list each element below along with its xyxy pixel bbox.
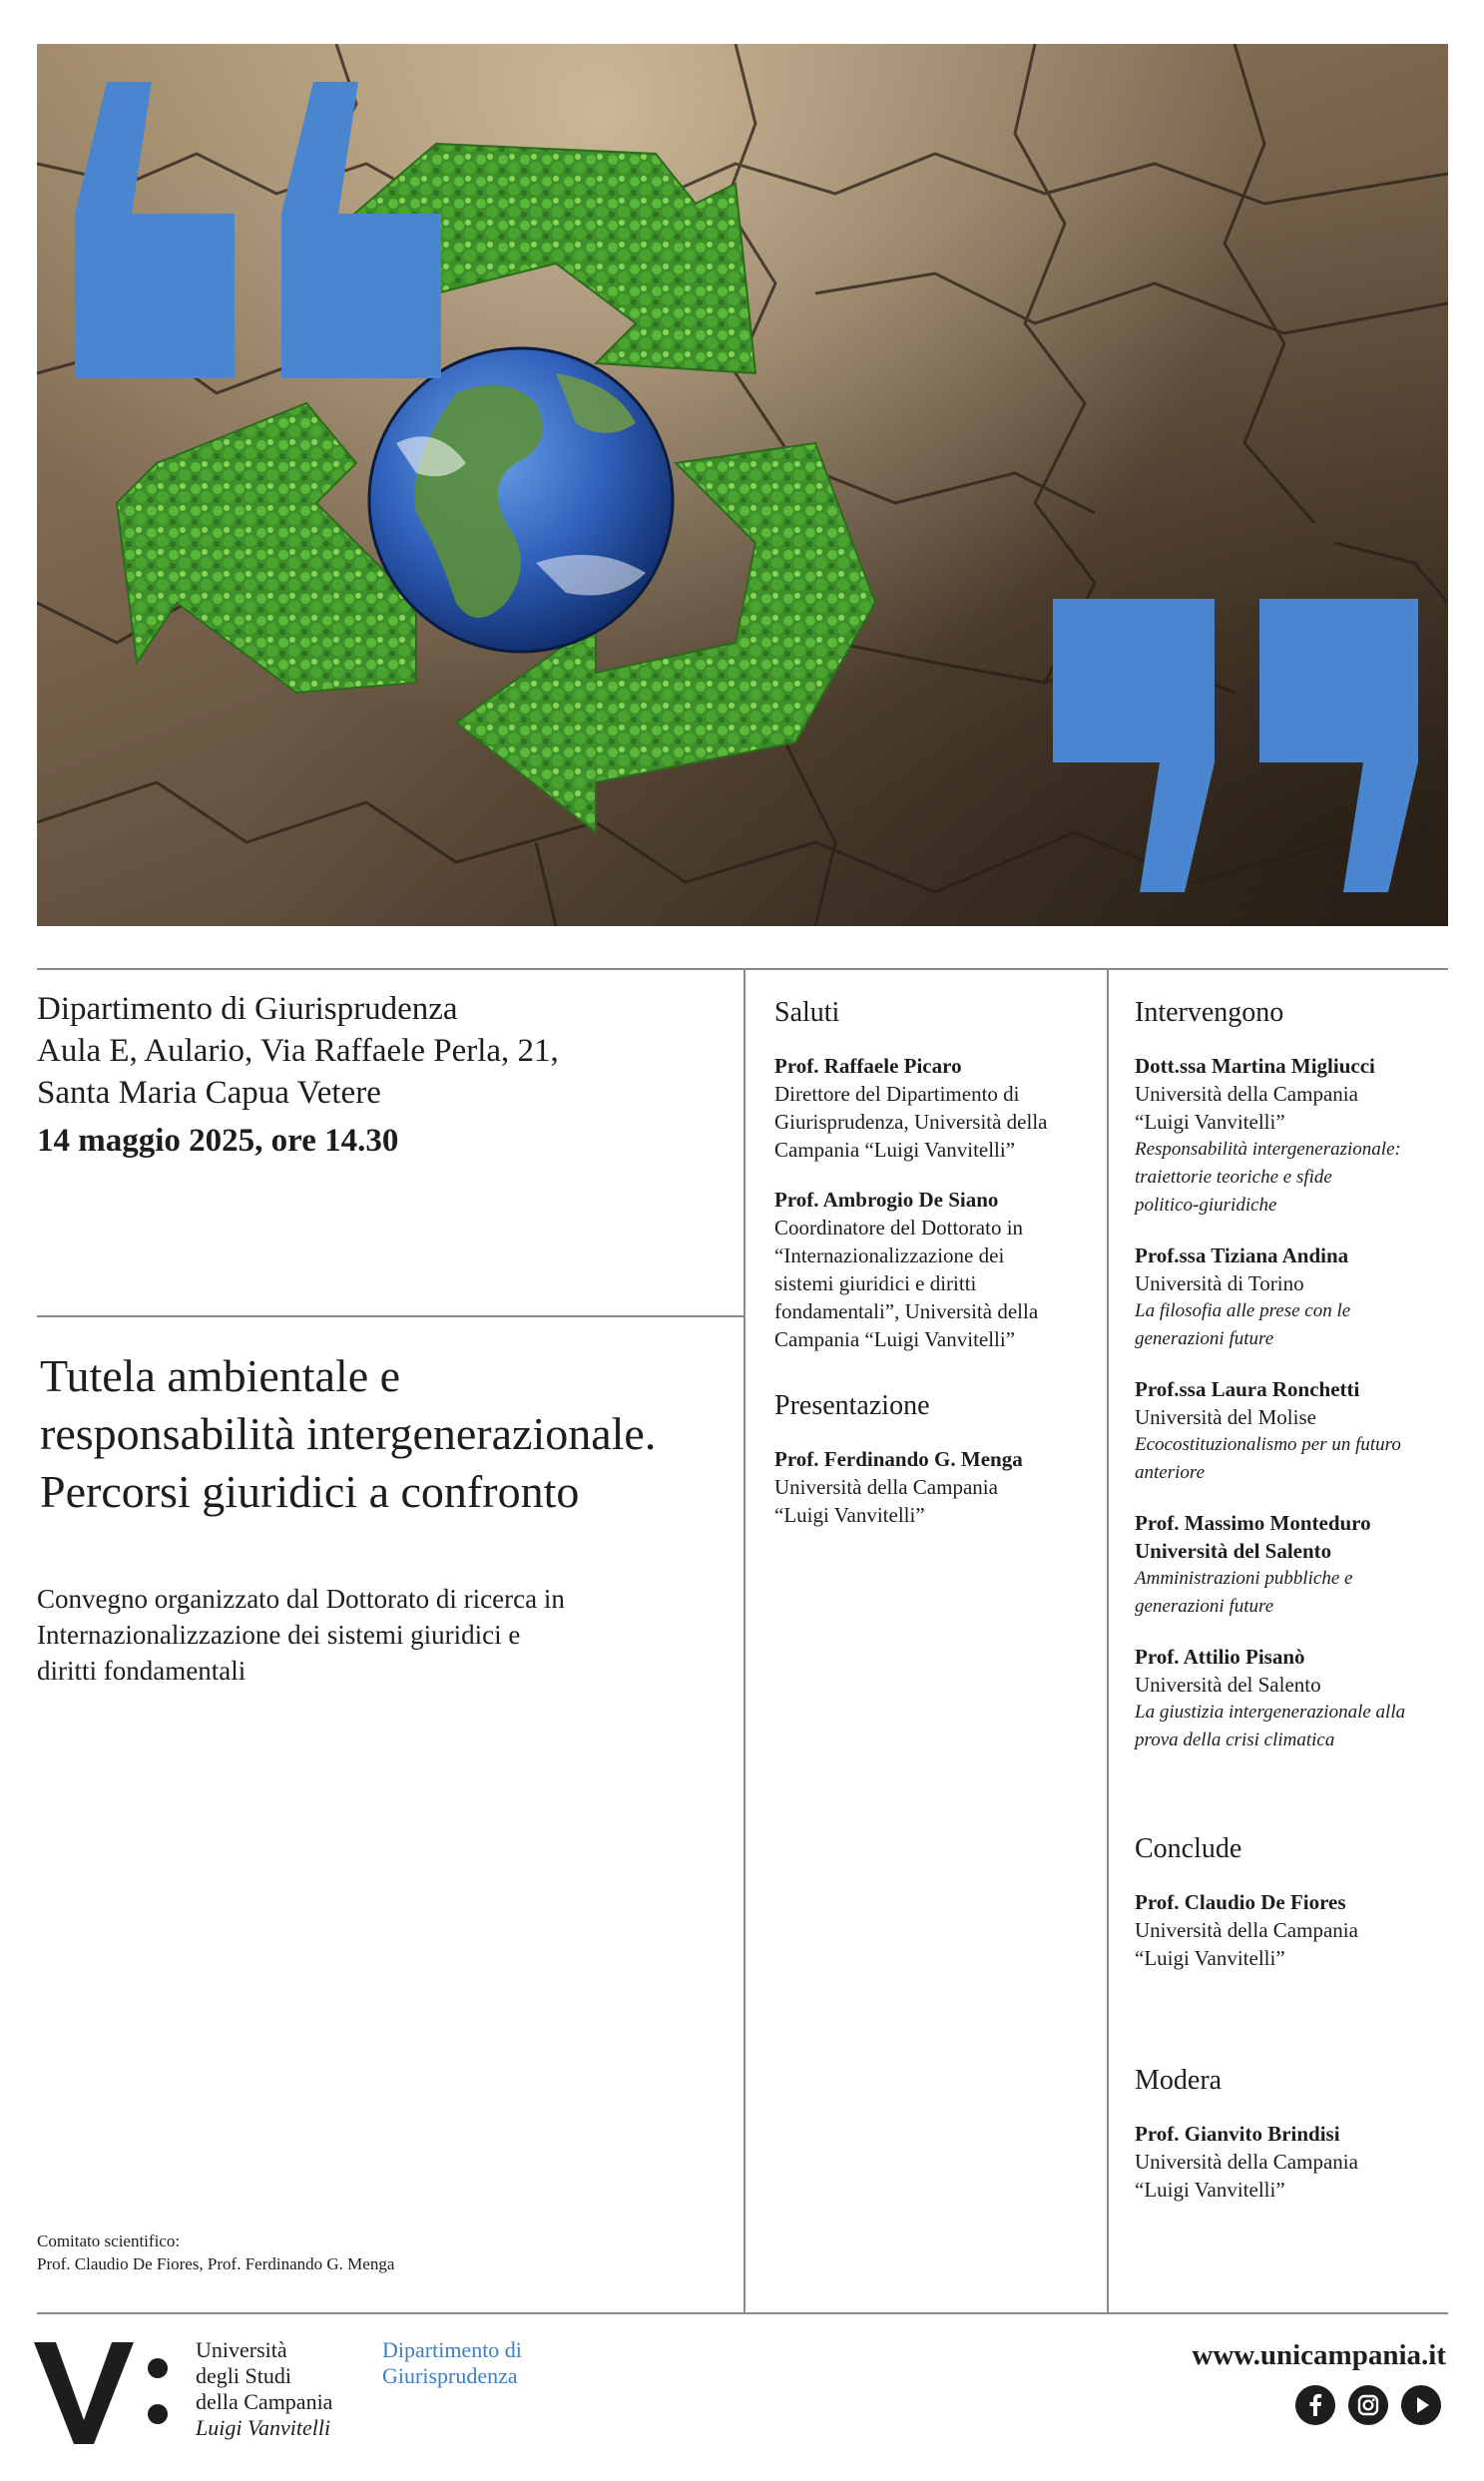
section-heading-intervengono: Intervengono	[1135, 997, 1284, 1028]
committee-members: Prof. Claudio De Fiores, Prof. Ferdinando G. Menga	[37, 2254, 395, 2273]
university-name-line: Luigi Vanvitelli	[196, 2415, 331, 2440]
scientific-committee	[37, 2230, 636, 2275]
speaker-role: “Internazionalizzazione dei	[774, 1243, 1005, 1267]
youtube-icon[interactable]	[1401, 2385, 1441, 2425]
section-heading-conclude: Conclude	[1135, 1833, 1242, 1864]
speaker-name: Prof. Attilio Pisanò	[1135, 1645, 1305, 1669]
talk-title: traiettorie teoriche e sfide	[1135, 1167, 1332, 1188]
close-quote-right	[1259, 599, 1418, 892]
speaker-entry	[1135, 1241, 1464, 1353]
top-divider	[37, 968, 1448, 970]
speaker-entry	[774, 1445, 1104, 1529]
department-name-line: Giurisprudenza	[382, 2363, 518, 2388]
event-title	[40, 1347, 739, 1521]
department-name: Dipartimento di Giurisprudenza	[37, 991, 458, 1027]
university-logo-icon	[34, 2338, 174, 2448]
speaker-name: Dott.ssa Martina Migliucci	[1135, 1054, 1375, 1078]
column-divider-left	[743, 968, 745, 2313]
event-description	[37, 1581, 676, 1689]
speaker-entry	[774, 1186, 1104, 1353]
column-divider-right	[1107, 968, 1109, 2313]
event-date: 14 maggio 2025, ore 14.30	[37, 1123, 399, 1159]
speaker-entry	[1135, 1052, 1464, 1220]
venue-divider	[37, 1315, 743, 1317]
speaker-name: Prof. Gianvito Brindisi	[1135, 2122, 1340, 2146]
speaker-entry	[1135, 1643, 1464, 1754]
speaker-affiliation: Università della Campania	[774, 1475, 998, 1499]
description-line: Convegno organizzato dal Dottorato di ricerca in	[37, 1584, 565, 1614]
speaker-affiliation: Università della Campania	[1135, 2150, 1358, 2174]
venue-block	[37, 988, 716, 1162]
instagram-icon[interactable]	[1348, 2385, 1388, 2425]
speaker-name: Prof.ssa Tiziana Andina	[1135, 1243, 1349, 1267]
talk-title: La giustizia intergenerazionale alla	[1135, 1702, 1406, 1723]
speaker-name: Prof. Ferdinando G. Menga	[774, 1447, 1023, 1471]
speaker-affiliation: “Luigi Vanvitelli”	[1135, 2178, 1285, 2202]
hero-image	[37, 44, 1448, 926]
speaker-entry	[1135, 2120, 1464, 2204]
title-line: responsabilità intergenerazionale.	[40, 1408, 657, 1459]
speaker-entry	[1135, 1888, 1464, 1972]
talk-title: Responsabilità intergenerazionale:	[1135, 1139, 1401, 1160]
speaker-entry	[1135, 1509, 1464, 1621]
speaker-affiliation: Università del Salento	[1135, 1673, 1321, 1697]
section-heading-modera: Modera	[1135, 2065, 1223, 2096]
university-name	[196, 2337, 332, 2441]
speaker-affiliation: “Luigi Vanvitelli”	[774, 1503, 925, 1527]
address-line: Aula E, Aulario, Via Raffaele Perla, 21,	[37, 1033, 559, 1069]
speaker-entry	[1135, 1375, 1464, 1487]
speaker-name: Prof. Ambrogio De Siano	[774, 1188, 999, 1212]
program-column-middle	[774, 996, 1104, 1551]
speaker-name: Prof. Raffaele Picaro	[774, 1054, 962, 1078]
university-name-line: della Campania	[196, 2389, 333, 2414]
speaker-name: Prof. Massimo Monteduro	[1135, 1511, 1371, 1535]
speaker-role: sistemi giuridici e diritti	[774, 1271, 977, 1295]
hero-illustration	[37, 44, 1448, 926]
talk-title: anteriore	[1135, 1462, 1206, 1483]
talk-title: politico-giuridiche	[1135, 1195, 1277, 1216]
university-name-line: Università	[196, 2337, 287, 2362]
description-line: Internazionalizzazione dei sistemi giuridici e	[37, 1620, 521, 1650]
committee-label: Comitato scientifico:	[37, 2232, 181, 2250]
speaker-role: Campania “Luigi Vanvitelli”	[774, 1138, 1016, 1162]
talk-title: Amministrazioni pubbliche e	[1135, 1568, 1353, 1589]
close-quote-left	[1053, 599, 1215, 892]
description-line: diritti fondamentali	[37, 1656, 247, 1686]
title-line: Percorsi giuridici a confronto	[40, 1466, 580, 1517]
speaker-affiliation: Università della Campania	[1135, 1918, 1358, 1942]
talk-title: La filosofia alle prese con le	[1135, 1300, 1351, 1321]
university-name-line: degli Studi	[196, 2363, 291, 2388]
globe-icon	[369, 348, 673, 652]
program-column-right	[1135, 996, 1464, 2226]
facebook-icon[interactable]	[1295, 2385, 1335, 2425]
speaker-role: Coordinatore del Dottorato in	[774, 1216, 1024, 1240]
talk-title: prova della crisi climatica	[1135, 1730, 1335, 1750]
section-heading-saluti: Saluti	[774, 997, 840, 1028]
speaker-name: Prof. Claudio De Fiores	[1135, 1890, 1346, 1914]
department-name-line: Dipartimento di	[382, 2337, 522, 2362]
talk-title: generazioni future	[1135, 1596, 1274, 1617]
open-quote-right	[281, 82, 441, 378]
talk-title: generazioni future	[1135, 1328, 1274, 1349]
speaker-entry	[774, 1052, 1104, 1164]
section-heading-presentazione: Presentazione	[774, 1390, 930, 1421]
speaker-affiliation: Università di Torino	[1135, 1271, 1304, 1295]
title-line: Tutela ambientale e	[40, 1350, 401, 1401]
talk-title: Ecocostituzionalismo per un futuro	[1135, 1434, 1401, 1455]
speaker-affiliation: “Luigi Vanvitelli”	[1135, 1946, 1285, 1970]
city-line: Santa Maria Capua Vetere	[37, 1075, 381, 1111]
speaker-role: Campania “Luigi Vanvitelli”	[774, 1327, 1016, 1351]
speaker-name: Prof.ssa Laura Ronchetti	[1135, 1377, 1360, 1401]
speaker-role: Giurisprudenza, Università della	[774, 1110, 1048, 1134]
speaker-role: Direttore del Dipartimento di	[774, 1082, 1020, 1106]
speaker-affiliation: “Luigi Vanvitelli”	[1135, 1110, 1285, 1134]
speaker-affiliation: Università del Molise	[1135, 1405, 1316, 1429]
speaker-affiliation: Università del Salento	[1135, 1539, 1332, 1563]
department-logo-text	[382, 2337, 562, 2389]
website-link[interactable]: www.unicampania.it	[1192, 2339, 1446, 2371]
open-quote-left	[75, 82, 235, 378]
speaker-role: fondamentali”, Università della	[774, 1299, 1039, 1323]
speaker-affiliation: Università della Campania	[1135, 1082, 1358, 1106]
footer-divider	[37, 2312, 1448, 2314]
